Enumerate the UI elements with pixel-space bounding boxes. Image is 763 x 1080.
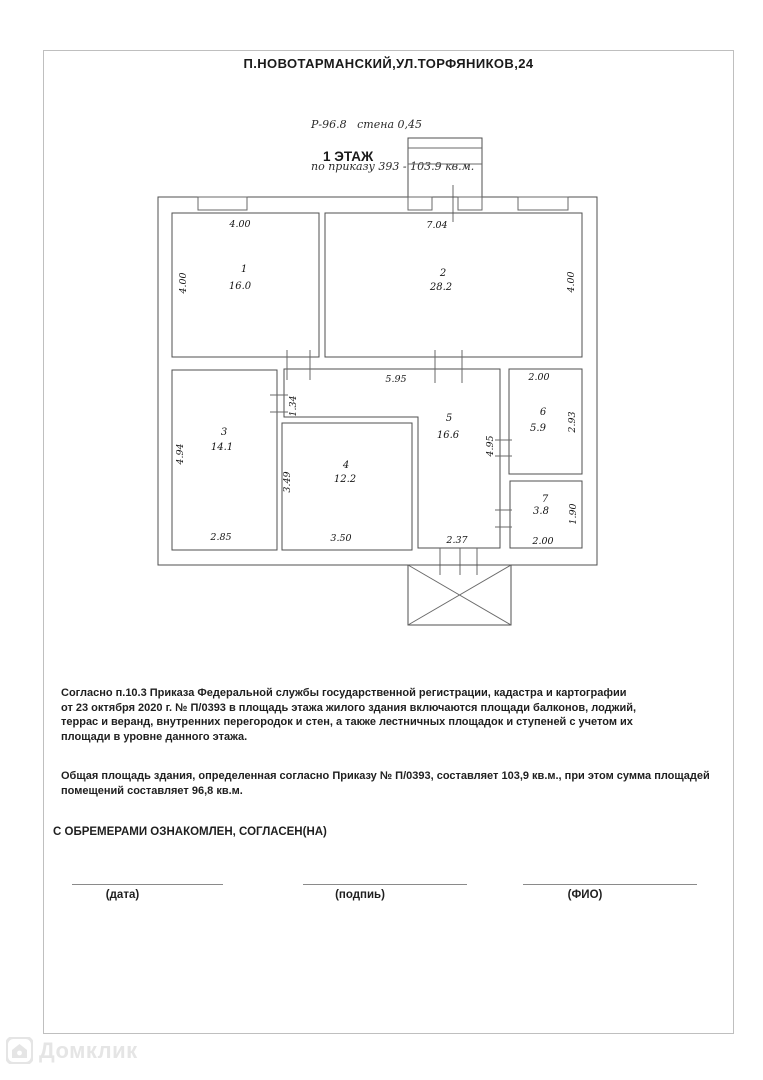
floor-label: 1 ЭТАЖ xyxy=(323,149,374,164)
room-4-dim-bottom: 3.50 xyxy=(330,533,352,544)
signature-line-name xyxy=(523,884,697,901)
room-5-dim-bottom: 2.37 xyxy=(446,535,468,546)
room-5-dim-top: 5.95 xyxy=(385,374,407,385)
room-4-dim-left: 3.49 xyxy=(282,471,293,493)
watermark xyxy=(6,1037,138,1064)
room-3-dim-left: 4.94 xyxy=(175,443,186,465)
watermark-text: Домклик xyxy=(39,1037,138,1063)
room-5-dim-left: 1.34 xyxy=(288,395,299,417)
room-1-area: 16.0 xyxy=(228,281,252,292)
room-5-dim-right: 4.95 xyxy=(485,435,496,457)
room-3-area: 14.1 xyxy=(210,442,234,453)
room-2-dim-right: 4.00 xyxy=(566,271,577,293)
room-4-outline xyxy=(282,423,412,550)
note-line-2: по приказу 393 - 103.9 кв.м. xyxy=(311,160,475,173)
room-5-area: 16.6 xyxy=(436,430,460,441)
domclick-house-icon xyxy=(6,1037,33,1064)
room-3-dim-bottom: 2.85 xyxy=(210,532,232,543)
signature-line-date xyxy=(72,884,223,901)
room-7-number: 7 xyxy=(541,494,549,505)
room-3-number: 3 xyxy=(220,427,228,438)
total-area-line-2: помещений составляет 96,8 кв.м. xyxy=(61,784,243,797)
room-4-number: 4 xyxy=(342,460,350,471)
name-label: (ФИО) xyxy=(567,889,603,901)
room-2-dim-top: 7.04 xyxy=(426,220,448,231)
signature-line-sign xyxy=(303,884,467,901)
room-4-area: 12.2 xyxy=(333,474,357,485)
date-label: (дата) xyxy=(105,889,140,901)
room-7-dim-bottom: 2.00 xyxy=(532,536,554,547)
room-1-dim-left: 4.00 xyxy=(178,272,189,294)
room-1-number: 1 xyxy=(240,264,248,275)
room-2-number: 2 xyxy=(439,268,447,279)
page-title: П.НОВОТАРМАНСКИЙ,УЛ.ТОРФЯНИКОВ,24 xyxy=(243,56,534,71)
note-line-1: Р-96.8 стена 0,45 xyxy=(311,118,422,131)
total-area-line-1: Общая площадь здания, определенная согласно Приказу № П/0393, составляет 103,9 кв.м., при этом сумма площадей xyxy=(61,770,710,782)
legal-paragraph-line-2: от 23 октября 2020 г. № П/0393 в площадь этажа жилого здания включаются площади балконов, лоджий, xyxy=(61,701,637,714)
room-3-outline xyxy=(172,370,277,550)
window-icons xyxy=(198,197,568,210)
room-7-dim-right: 1.90 xyxy=(568,503,579,525)
consent-heading: С ОБРЕМЕРАМИ ОЗНАКОМЛЕН, СОГЛАСЕН(НА) xyxy=(53,826,327,838)
room-6-area: 5.9 xyxy=(530,423,546,434)
room-6-dim-right: 2.93 xyxy=(567,411,578,433)
total-area-paragraph xyxy=(61,769,710,798)
room-6-dim-top: 2.00 xyxy=(528,372,550,383)
legal-paragraph xyxy=(61,686,636,744)
room-7-area: 3.8 xyxy=(533,506,549,517)
legal-paragraph-line-4: площади в уровне данного этажа. xyxy=(61,730,248,743)
room-6-number: 6 xyxy=(539,407,547,418)
legal-paragraph-line-3: террас и веранд, внутренних перегородок и стен, а также лестничных площадок и ступеней с учетом их xyxy=(61,716,633,729)
room-2-area: 28.2 xyxy=(429,282,453,293)
room-5-outline xyxy=(284,369,500,548)
legal-paragraph-line-1: Согласно п.10.3 Приказа Федеральной службы государственной регистрации, кадастра и картографии xyxy=(61,687,627,699)
chimney-outline xyxy=(408,138,482,222)
room-2-outline xyxy=(325,213,582,357)
sign-label: (подпиь) xyxy=(335,889,385,901)
room-5-number: 5 xyxy=(445,413,453,424)
room-1-dim-top: 4.00 xyxy=(229,219,251,230)
